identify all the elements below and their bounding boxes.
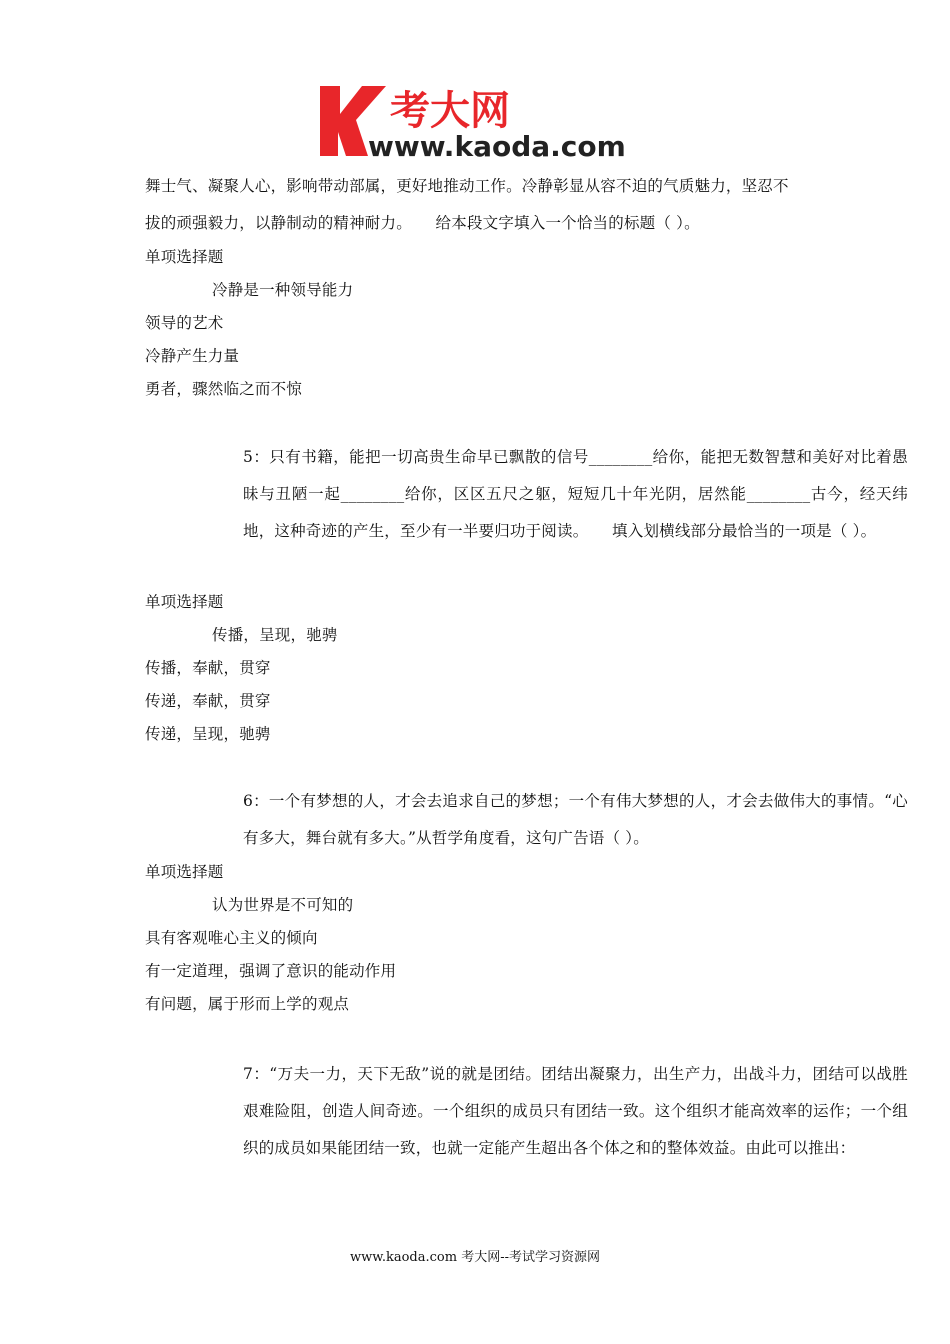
q6-option-c[interactable]: 有一定道理，强调了意识的能动作用: [145, 962, 397, 980]
kaoda-logo-graphic: [316, 82, 640, 160]
q4-stem-line-2: 拔的顽强毅力，以静制动的精神耐力。 给本段文字填入一个恰当的标题（ ）。: [145, 214, 700, 232]
q6-option-d[interactable]: 有问题，属于形而上学的观点: [145, 995, 350, 1013]
logo-url-text: www.kaoda.com: [368, 130, 626, 160]
kaoda-logo[interactable]: [316, 82, 640, 160]
q7-stem: 7：“万夫一力，天下无敌”说的就是团结。团结出凝聚力，出生产力，出战斗力，团结可以战胜艰难险阻，创造人间奇迹。一个组织的成员只有团结一致。这个组织才能高效率的运作；一个组织的成员如果能团结一致，也就一定能产生超出各个体之和的整体效益。由此可以推出：: [243, 1065, 908, 1157]
q4-option-b[interactable]: 领导的艺术: [145, 314, 224, 332]
logo-brand-text: 考大网: [390, 88, 510, 134]
q4-option-c[interactable]: 冷静产生力量: [145, 347, 240, 365]
q5-options-block: [145, 586, 810, 751]
q6-type: 单项选择题: [145, 863, 224, 881]
q4-options-block: [145, 241, 810, 406]
q4-stem: [145, 168, 810, 242]
q4-option-d[interactable]: 勇者，骤然临之而不惊: [145, 380, 303, 398]
q5-option-d[interactable]: 传递，呈现，驰骋: [145, 725, 271, 743]
q4-stem-line-1: 舞士气、凝聚人心，影响带动部属，更好地推动工作。冷静彰显从容不迫的气质魅力，坚忍不: [145, 177, 789, 195]
q5-option-b[interactable]: 传播，奉献，贯穿: [145, 659, 271, 677]
q5-option-a[interactable]: 传播，呈现，驰骋: [212, 626, 338, 644]
q5-stem: 5：只有书籍，能把一切高贵生命早已飘散的信号________给你，能把无数智慧和美好对比着愚昧与丑陋一起________给你，区区五尺之躯，短短几十年光阴，居然能________古今，经天纬地，这种奇迹的产生，至少有一半要归功于阅读。 填入划横线部分最恰当的一项是（ ）。: [243, 448, 908, 540]
q5-type: 单项选择题: [145, 593, 224, 611]
q6-stem: 6：一个有梦想的人，才会去追求自己的梦想；一个有伟大梦想的人，才会去做伟大的事情。“心有多大，舞台就有多大。”从哲学角度看，这句广告语（ ）。: [243, 792, 908, 847]
q5-option-c[interactable]: 传递，奉献，贯穿: [145, 692, 271, 710]
q6-option-a[interactable]: 认为世界是不可知的: [212, 896, 354, 914]
page-footer: www.kaoda.com 考大网--考试学习资源网: [350, 1250, 600, 1265]
q4-type: 单项选择题: [145, 248, 224, 266]
q4-option-a[interactable]: 冷静是一种领导能力: [212, 281, 354, 299]
q6-options-block: [145, 856, 810, 1021]
q6-option-b[interactable]: 具有客观唯心主义的倾向: [145, 929, 318, 947]
